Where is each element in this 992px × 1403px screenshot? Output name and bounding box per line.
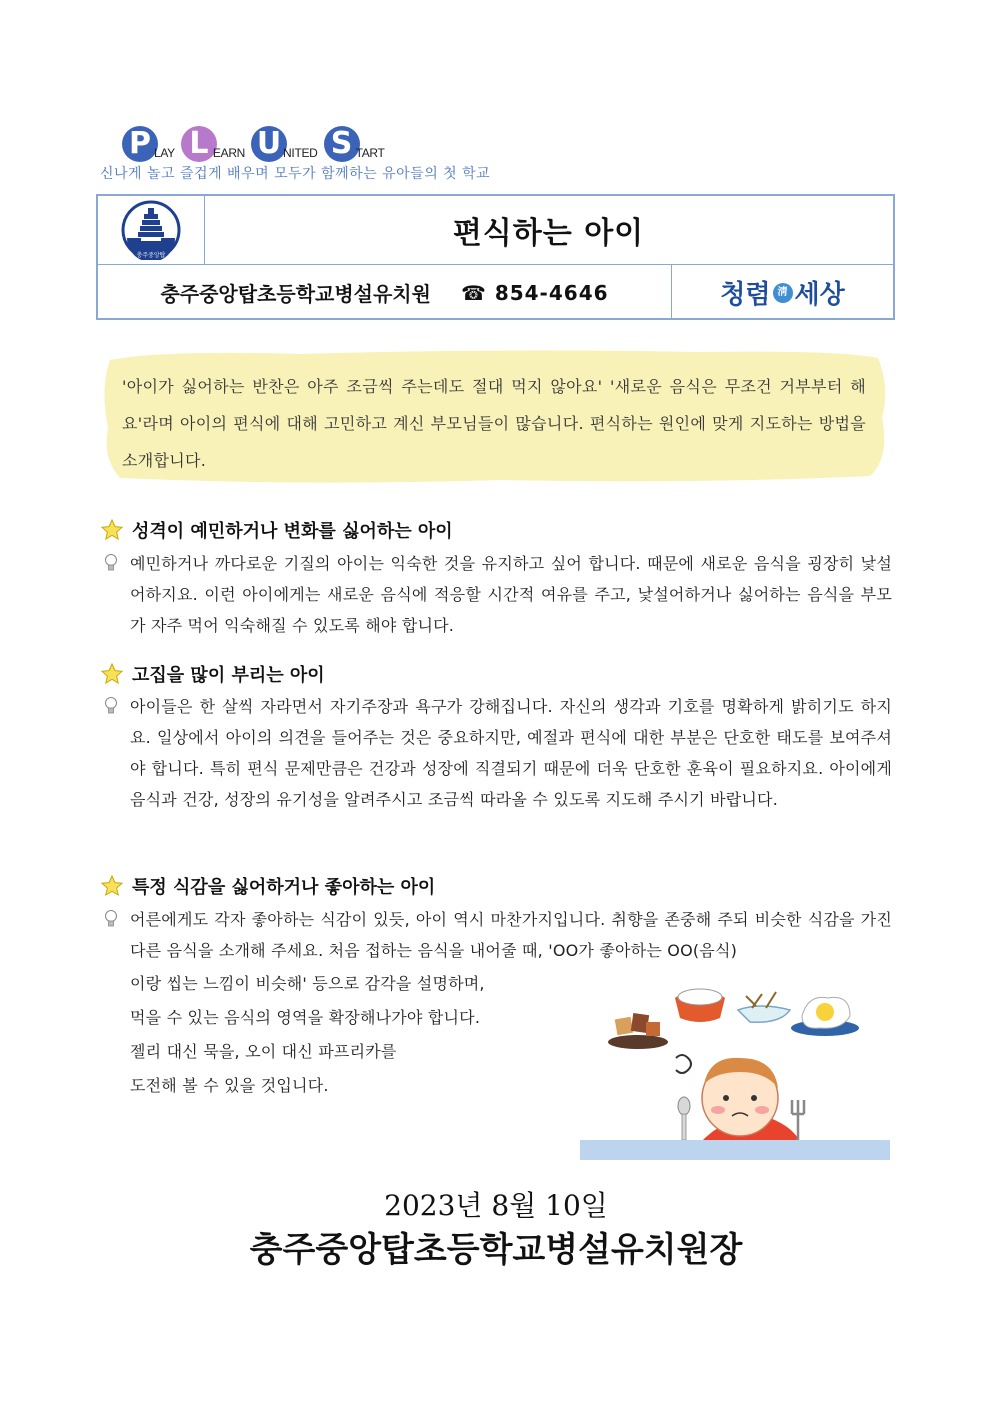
section-heading-text-3: 특정 식감을 싫어하거나 좋아하는 아이 — [132, 877, 436, 898]
section-text-3: 어른에게도 각자 좋아하는 식감이 있듯, 아이 역시 마찬가지입니다. 취향을 존중해 주되 비슷한 식감을 가진 다른 음식을 소개해 주세요. 처음 접하는 음식을 내어줄 때, 'OO가 좋아하는 OO(음식) — [130, 910, 892, 960]
plus-letter-l: L — [181, 126, 217, 162]
plus-letter-u: U — [251, 126, 287, 162]
section-heading-3 — [100, 873, 435, 899]
brand-part2: 세상 — [794, 280, 845, 310]
intro-box — [100, 348, 886, 484]
section-heading-text-2: 고집을 많이 부리는 아이 — [132, 665, 325, 686]
section-text-2: 아이들은 한 살씩 자라면서 자기주장과 욕구가 강해집니다. 자신의 생각과 기호를 명확하게 밝히기도 하지요. 일상에서 아이의 의견을 들어주는 것은 중요하지만, 예절과 편식에 대한 부분은 단호한 태도를 보여주셔야 합니다. 특히 편식 문제만큼은 건강과 성장에 직결되기 때문에 더욱 단호한 훈육이 필요하지요. 아이에게 음식과 건강, 성장의 유기성을 알려주시고 조금씩 따라올 수 있도록 지도해 주시기 바랍니다. — [130, 697, 892, 809]
section-heading-text-1: 성격이 예민하거나 변화를 싫어하는 아이 — [132, 521, 453, 542]
issue-date: 2023년 8월 10일 — [384, 1189, 608, 1222]
plus-p — [122, 126, 175, 162]
header-row-title — [98, 196, 893, 265]
plus-word-united: NITED — [283, 146, 318, 160]
section-body-2 — [104, 691, 892, 815]
lightbulb-icon — [104, 909, 118, 929]
signer-title: 충주중앙탑초등학교병설유치원장 — [249, 1230, 743, 1270]
school-logo — [98, 196, 205, 264]
school-phone: ☎ 854-4646 — [460, 280, 609, 305]
plus-motto — [122, 126, 391, 162]
section-heading-2 — [100, 661, 325, 687]
section-3-line-2: 먹을 수 있는 음식의 영역을 확장해나가야 합니다. — [130, 1008, 481, 1027]
section-body-3 — [104, 904, 892, 966]
brand-mark-icon: 淸 — [773, 283, 793, 303]
school-info — [98, 265, 672, 320]
plus-letter-p: P — [122, 126, 158, 162]
section-3-extra-lines — [130, 967, 485, 1103]
integrity-logo — [720, 274, 844, 311]
plus-l — [181, 126, 245, 162]
page-title: 편식하는 아이 — [452, 216, 645, 251]
lightbulb-icon — [104, 696, 118, 716]
section-3-line-1: 이랑 씹는 느낌이 비슷해' 등으로 감각을 설명하며, — [130, 974, 485, 993]
star-icon — [100, 874, 124, 898]
plus-word-start: TART — [355, 146, 385, 160]
plus-s — [324, 126, 385, 162]
section-heading-1 — [100, 517, 453, 543]
section-3-line-4: 도전해 볼 수 있을 것입니다. — [130, 1076, 329, 1095]
header-row-info — [98, 265, 893, 320]
star-icon — [100, 518, 124, 542]
newsletter-header — [96, 194, 895, 320]
logo-caption: 충주중앙탑 — [136, 252, 166, 259]
plus-letter-s: S — [324, 126, 360, 162]
section-3-line-3: 젤리 대신 묵을, 오이 대신 파프리카를 — [130, 1042, 397, 1061]
plus-word-play: LAY — [154, 146, 175, 160]
school-slogan: 신나게 놀고 즐겁게 배우며 모두가 함께하는 유아들의 첫 학교 — [100, 166, 491, 182]
picky-eater-illustration — [580, 980, 890, 1160]
section-text-1: 예민하거나 까다로운 기질의 아이는 익숙한 것을 유지하고 싶어 합니다. 때문에 새로운 음식을 굉장히 낯설어하지요. 이런 아이에게는 새로운 음식에 적응할 시간적 여유를 주고, 낯설어하거나 싫어하는 음식을 부모가 자주 먹어 익숙해질 수 있도록 해야 합니다. — [130, 554, 892, 635]
school-name: 충주중앙탑초등학교병설유치원 — [160, 282, 431, 306]
brand-part1: 청렴 — [720, 280, 771, 310]
intro-text: '아이가 싫어하는 반찬은 아주 조금씩 주는데도 절대 먹지 않아요' '새로운 음식은 무조건 거부부터 해요'라며 아이의 편식에 대해 고민하고 계신 부모님들이 많습니다. 편식하는 원인에 맞게 지도하는 방법을 소개합니다. — [122, 377, 866, 470]
plus-u — [251, 126, 318, 162]
star-icon — [100, 662, 124, 686]
plus-word-learn: EARN — [212, 146, 246, 160]
integrity-brand — [672, 265, 893, 320]
section-body-1 — [104, 548, 892, 641]
lightbulb-icon — [104, 553, 118, 573]
